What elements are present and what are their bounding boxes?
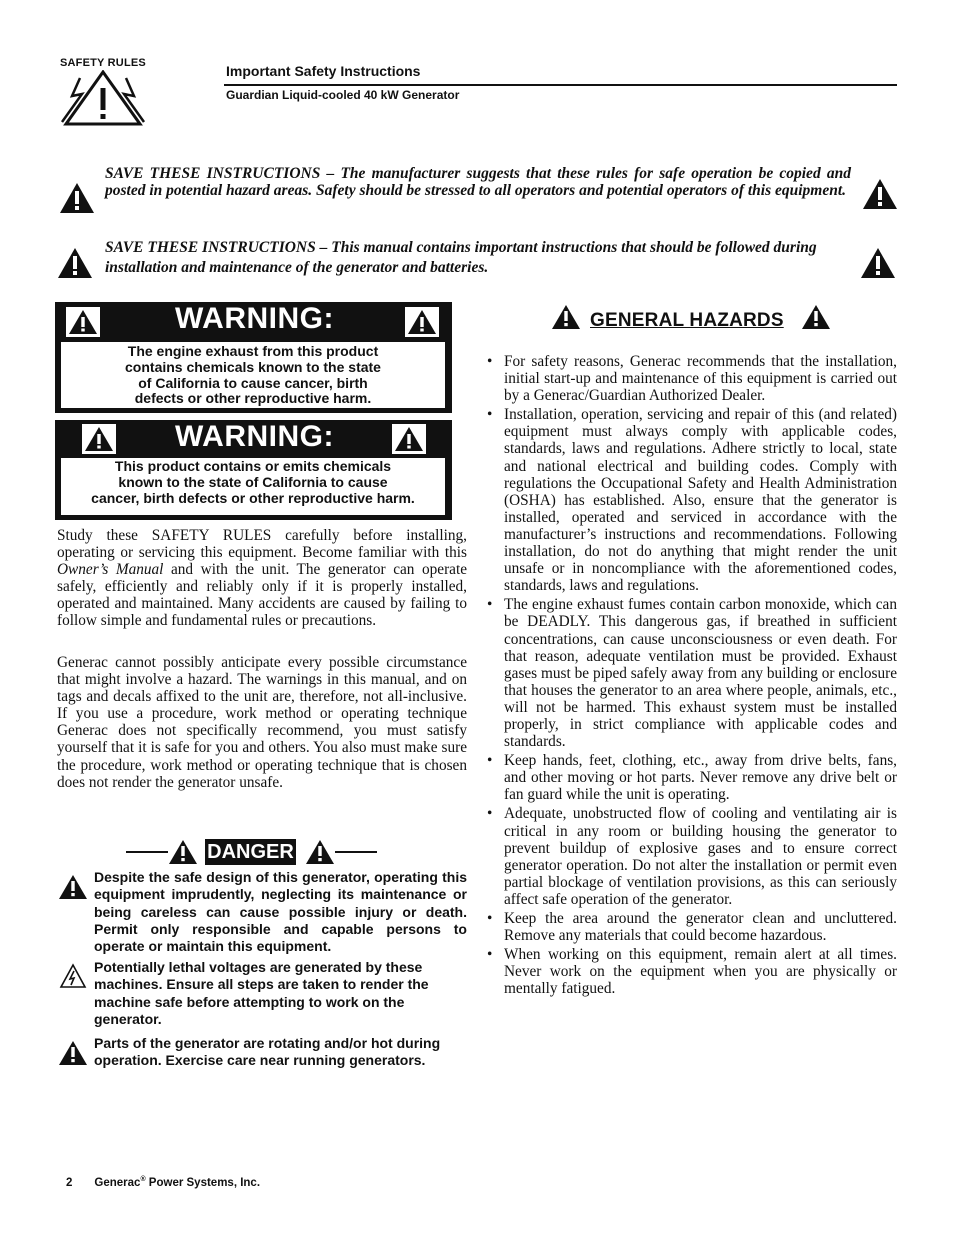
warning-title: WARNING: <box>175 420 334 453</box>
page-title: Important Safety Instructions <box>226 63 421 79</box>
warning-triangle-icon <box>58 874 88 900</box>
warning-triangle-icon <box>862 178 898 210</box>
footer-company: Generac <box>94 1176 141 1189</box>
warning-triangle-icon <box>82 424 116 454</box>
footer-company-rest: Power Systems, Inc. <box>145 1176 261 1189</box>
list-item: • Keep the area around the generator clean and uncluttered. Remove any materials that could become hazardous. <box>487 910 897 945</box>
list-item: • Keep hands, feet, clothing, etc., away from drive belts, fans, and other moving or hot parts. Never remove any drive belt or fan guard while the unit is operating. <box>487 752 897 804</box>
warning-triangle-icon <box>58 1040 88 1066</box>
warning-title: WARNING: <box>175 302 334 335</box>
danger-rule-left <box>126 851 168 853</box>
warning-line: defects or other reproductive harm. <box>134 390 372 407</box>
page-number: 2 <box>66 1176 73 1189</box>
warning-triangle-icon <box>57 247 93 279</box>
list-item: • Installation, operation, servicing and repair of this (and related) equipment must always comply with applicable codes, standards, laws and regulations. Adhere strictly to local, state and national electrical and building codes. Comply with regulations the Occupational Safety and Health Administration (OSHA) has established. Also, ensure that the generator is installed, operated and serviced in accordance with the manufacturer’s instructions and recommendations. Following installation, do not do anything that might render the unit unsafe or in noncompliance with the aforementioned codes, standards, laws and regulations. <box>487 406 897 595</box>
california-warning-box-1 <box>55 302 452 413</box>
danger-rule-right <box>335 851 377 853</box>
warning-line: This product contains or emits chemicals <box>114 458 392 474</box>
general-hazards-list <box>487 353 897 999</box>
page-footer <box>66 1176 260 1189</box>
high-voltage-warning-icon <box>60 70 146 126</box>
list-item: • Adequate, unobstructed flow of cooling and ventilating air is critical in any room or building housing the generator to prevent buildup of explosive gases and to ensure correct generator operation. Do not alter the installation or permit even partial blockage of ventilation provisions, as this can seriously affect safe operation of the generator. <box>487 805 897 908</box>
list-item: • For safety reasons, Generac recommends that the installation, initial start-up and maintenance of this equipment is carried out by a Generac/Guardian Authorized Dealer. <box>487 353 897 405</box>
registered-mark: ® <box>140 1176 146 1183</box>
warning-triangle-icon <box>801 304 831 330</box>
page-subtitle: Guardian Liquid-cooled 40 kW Generator <box>226 88 460 102</box>
list-item: • When working on this equipment, remain alert at all times. Never work on the equipment when you are physically or mentally fatigued. <box>487 946 897 998</box>
danger-item-3: Parts of the generator are rotating and/or hot during operation. Exercise care near running generators. <box>94 1035 441 1069</box>
warning-line: of California to cause cancer, birth <box>138 374 368 391</box>
warning-triangle-icon <box>860 247 896 279</box>
danger-label: DANGER <box>205 839 296 865</box>
list-item: • The engine exhaust fumes contain carbon monoxide, which can be DEADLY. This dangerous gas, if breathed in sufficient concentrations, can cause unconsciousness or even death. For that reason, adequate ventilation must be provided. Exhaust gases must be piped safely away from any building or enclosure that houses the generator to an area where people, animals, etc., will not be harmed. This exhaust system must be installed properly, in strict compliance with applicable codes and standards. <box>487 596 897 751</box>
warning-triangle-icon <box>392 424 426 454</box>
general-hazards-heading: GENERAL HAZARDS <box>590 310 784 331</box>
safety-rules-label: SAFETY RULES <box>60 57 146 69</box>
warning-line: known to the state of California to cause <box>118 473 388 490</box>
warning-triangle-icon <box>66 307 100 337</box>
warning-triangle-icon <box>405 307 439 337</box>
warning-triangle-icon <box>305 839 335 865</box>
california-warning-box-2 <box>55 420 452 520</box>
save-instructions-note-2: SAVE THESE INSTRUCTIONS – This manual contains important instructions that should be followed during installation and maintenance of the generator and batteries. <box>105 239 817 276</box>
warning-text <box>61 458 445 515</box>
danger-item-2: Potentially lethal voltages are generated by these machines. Ensure all steps are taken to render the machine safe before attempting to work on the generator. <box>94 959 429 1027</box>
warning-line: The engine exhaust from this product <box>127 343 379 359</box>
intro-paragraph-1: Study these SAFETY RULES carefully before installing, operating or servicing this equipment. Become familiar with this Owner’s Manual and with the unit. The generator can operate safely, efficiently and reliably only if it is properly installed, operated and maintained. Many accidents are caused by failing to follow simple and fundamental rules or precautions. <box>57 527 467 630</box>
electrical-shock-icon <box>59 963 87 989</box>
warning-line: contains chemicals known to the state <box>125 358 381 375</box>
warning-line: cancer, birth defects or other reproductive harm. <box>91 489 415 506</box>
warning-triangle-icon <box>59 182 95 214</box>
warning-text <box>61 342 445 408</box>
header-rule <box>224 84 897 86</box>
save-instructions-note-1: SAVE THESE INSTRUCTIONS – The manufacturer suggests that these rules for safe operation be copied and posted in potential hazard areas. Safety should be stressed to all operators and potential operators of this equipment. <box>105 165 851 199</box>
warning-triangle-icon <box>168 839 198 865</box>
danger-item-1: Despite the safe design of this generator, operating this equipment imprudently, neglecting its maintenance or being careless can cause possible injury or death. Permit only responsible and capable persons to operate or maintain this equipment. <box>94 869 467 955</box>
intro-paragraph-2: Generac cannot possibly anticipate every possible circumstance that might involve a hazard. The warnings in this manual, and on tags and decals affixed to the unit are, therefore, not all-inclusive. If you use a procedure, work method or operating technique Generac does not specifically recommend, you must satisfy yourself that it is safe for you and others. You also must make sure the procedure, work method or operating technique that is chosen does not render the generator unsafe. <box>57 654 467 791</box>
warning-triangle-icon <box>551 304 581 330</box>
